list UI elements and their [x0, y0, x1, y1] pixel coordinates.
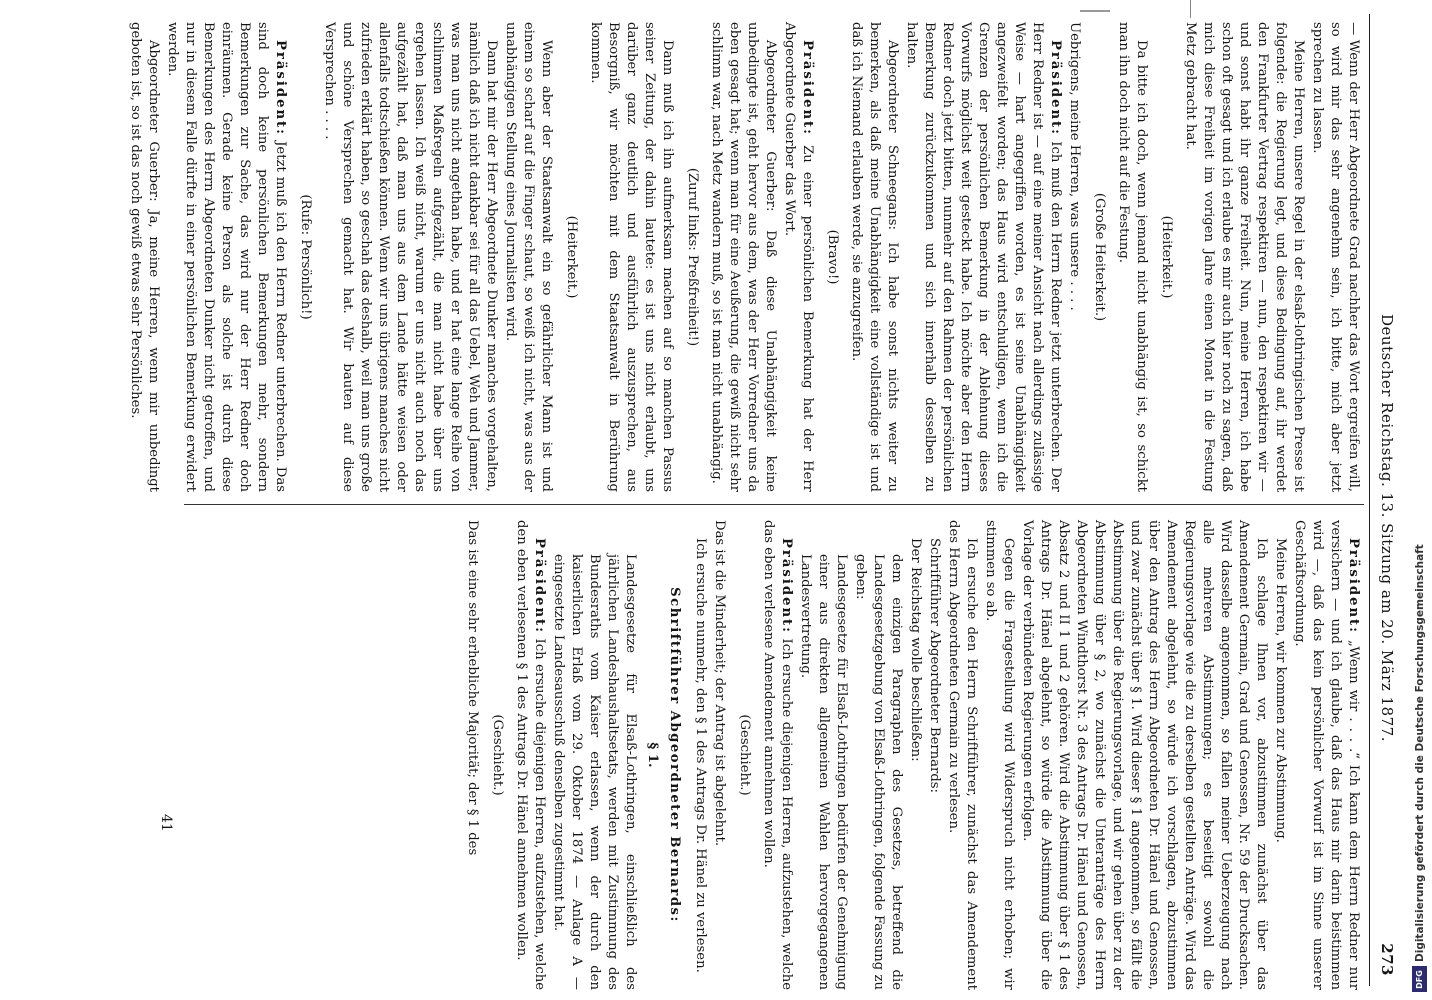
speech-paragraph: — Wenn der Herr Abgeordnete Grad nachher das Wort ergreifen will, so wird mir das sehr angenehm sein, ich bitte, mich aber jetzt sprechen zu lassen. [1310, 22, 1361, 492]
speaker-label: Präsident: [273, 40, 288, 137]
paragraph-text: „Wenn wir . . . .“ Ich kann dem Herrn Redner nur versichern — und ich glaube, daß das Haus mir darin beistimmen wird —, daß das kein persönlicher Vorwurf ist im Sinne unserer Geschäftsordnung. [1292, 520, 1361, 990]
credit-text: Digitalisierung gefördert durch die Deutsche Forschungsgemeinschaft [1414, 544, 1426, 962]
speech-paragraph: Uebrigens, meine Herren, was unsere . . . . [1067, 22, 1082, 311]
speech-paragraph [780, 22, 816, 492]
speech-paragraph: dem einzigen Paragraphen des Gesetzes, betreffend die Landesgesetzgebung von Elsaß-Lothringen, folgende Fassung zu geben: [853, 554, 904, 990]
speech-paragraph [902, 22, 1064, 492]
stage-direction: (Große Heiterkeit.) [1092, 192, 1107, 322]
speech-paragraph: Abgeordneter Guerber: Ja, meine Herren, wenn mir unbedingt geboten ist, so ist das noch gewiß etwas sehr Persönliches. [128, 22, 161, 492]
running-title: Deutscher Reichstag. 13. Sitzung am 20. März 1877. [1378, 314, 1396, 742]
speech-paragraph [163, 22, 289, 492]
speech-paragraph: Wenn aber der Staatsanwalt ein so gefährlicher Mann ist und einem so scharf auf die Finger schaut, so weiß ich nicht, was aus der unabhängigen Stellung eines Journalisten wird. [503, 22, 554, 492]
speech-paragraph: Ich ersuche nunmehr, den § 1 des Antrags Dr. Hänel zu verlesen. [693, 538, 708, 973]
stage-direction: (Rufe: Persönlich!) [298, 194, 313, 320]
page-number: 273 [1378, 943, 1396, 976]
speech-paragraph [759, 520, 795, 990]
stage-direction: (Geschieht.) [737, 714, 752, 796]
scan-mark [1080, 10, 1110, 12]
speech-paragraph: Ich schlage Ihnen vor, abzustimmen zunächst über das Amendement Germain, Grad und Genossen, Nr. 59 der Drucksachen. Wird dasselbe angenommen, so fallen meiner Ueberzeugung nach alle mehreren Abstimmungen; es beseitigt sowohl die Regierungsvorlage wie die zu derselben gestellten Anträge. Wird das Amendement abgelehnt, so würde ich vorschlagen, abzustimmen über den Antrag des Herrn Abgeordneten Dr. Hänel und Genossen, und zwar zunächst über § 1. Wird dieser § 1 angenommen, so fällt die Abstimmung über die Regierungsvorlage, und wir gehen über zu der Abstimmung über § 2, wo zunächst die Unteranträge des Herrn Abgeordneten Windthorst Nr. 3 des Antrags Dr. Hänel und Genossen, Absatz 2 und II 1 und 2 gehören. Wird die Abstimmung über § 1 des Antrags Dr. Hänel abgelehnt, so würde die Abstimmung über die Vorlage der verbündeten Regierungen erfolgen. [1020, 520, 1269, 990]
stage-direction: (Heiterkeit.) [564, 215, 579, 299]
paragraph-text: Ich ersuche diejenigen Herren, aufzustehen, welche den eben verlesenen § 1 des Antrags Dr. Hänel annehmen wollen. [514, 520, 547, 990]
signature-mark: 41 [158, 814, 174, 832]
paragraph-text: Jetzt muß ich den Herrn Redner unterbrechen. Das sind doch keine persönlichen Bemerkungen mehr, sondern Bemerkungen zur Sache, das wird nur der Herr Redner doch einräumen. Gerade keine Person als solche ist durch diese Bemerkungen des Herrn Abgeordneten Dunker nicht getroffen, und nur in diesem Falle dürfte in einer persönlichen Bemerkung erwidert werden. [165, 22, 288, 492]
speaker-label: Präsident: [1048, 40, 1063, 137]
speech-paragraph: Ich ersuche den Herrn Schriftführer, zunächst das Amendement des Herrn Abgeordneten Germain zu verlesen. [946, 520, 979, 990]
stage-direction: (Heiterkeit.) [1159, 215, 1174, 299]
paragraph-text: Ich muß den Herrn Redner jetzt unterbrechen. Der Herr Redner ist — auf eine meiner Ansicht nach allerdings zulässige Weise — hart angegriffen worden, es ist seine Unabhängigkeit angezweifelt worden; das Haus wird entschuldigen, wenn ich die Grenzen der persönlichen Bemerkung in der Ablehnung dieses Vorwurfs möglichst weit gesteckt habe. Ich möchte aber den Herrn Redner doch jetzt bitten, nunmehr auf den Rahmen der persönlichen Bemerkung zurückzukommen und sich innerhalb desselben zu halten. [904, 22, 1063, 492]
right-column [462, 520, 1362, 990]
paragraph-text: Zu einer persönlichen Bemerkung hat der Herr Abgeordnete Guerber das Wort. [782, 22, 815, 492]
speaker-label: Präsident: [800, 40, 815, 137]
speech-paragraph: Meine Herren, wir kommen zur Abstimmung. [1273, 538, 1288, 843]
column-divider [184, 504, 1364, 505]
rotated-page [100, 14, 1400, 990]
speaker-label: Präsident: [1346, 538, 1361, 635]
speech-paragraph: Schriftführer Abgeordneter Bernards: [927, 538, 942, 793]
header-rule [1369, 14, 1370, 986]
page-header [1370, 14, 1400, 986]
speech-paragraph: Dann hat mir der Herr Abgeordnete Dunker manches vorgehalten, nämlich daß ich nicht dankbar sei für all das Uebel, Weh und Jammer, was man uns nicht angethan habe, und er hat eine lange Reihe von schlimmen Maßregeln aufgezählt, die man nicht habe über uns ergehen lassen. Ich weiß nicht, warum er uns nicht auch noch das aufgezählt hat, daß man uns aus dem Lande hätte weisen oder allenfalls todtschießen können. Wenn wir uns übrigens manches nicht zufrieden erklärt haben, so geschah das deshalb, weil man uns große und schöne Versprechen gemacht hat. Wir bauten auf diese Versprechen . . . . [322, 22, 499, 492]
speech-paragraph: Der Reichstag wolle beschließen: [908, 538, 923, 762]
speech-paragraph: Da bitte ich doch, wenn jemand nicht unabhängig ist, so schickt man ihn doch nicht auf die Festung. [1116, 22, 1149, 492]
left-column [125, 22, 1362, 492]
speaker-label: Präsident: [532, 538, 547, 635]
section-number: § 1. [645, 742, 660, 768]
speech-paragraph: Das ist eine sehr erhebliche Majorität; der § 1 des [465, 520, 480, 856]
speech-paragraph: Landesgesetze für Elsaß-Lothringen, einschließlich des jährlichen Landeshaushaltsetats, werden mit Zustimmung des Bundesraths vom Kaiser erlassen, wenn der durch den kaiserlichen Erlaß vom 29. Oktober 1874 — Anlage A — eingesetzte Landesausschuß denselben zugestimmt hat. [551, 554, 638, 990]
speaker-label: Präsident: [779, 538, 794, 635]
speech-paragraph: Das ist die Minderheit; der Antrag ist abgelehnt. [712, 520, 727, 847]
stage-direction: (Bravo!) [825, 229, 840, 285]
stage-direction: (Geschieht.) [490, 714, 505, 796]
speech-paragraph [1290, 520, 1362, 990]
speech-paragraph [512, 520, 548, 990]
speech-paragraph: Gegen die Fragestellung wird Widerspruch nicht erhoben; wir stimmen so ab. [983, 520, 1016, 990]
speech-paragraph: Landesgesetze für Elsaß-Lothringen bedürfen der Genehmigung einer aus direkten allgemeinen Wahlen hervorgegangenen Landesvertretung. [798, 554, 849, 990]
stage-direction: (Zuruf links: Preßfreiheit!) [685, 167, 700, 347]
dfg-logo [1412, 966, 1427, 992]
dfg-logo-text: DFG [1415, 969, 1425, 989]
speech-paragraph: Abgeordneter Guerber: Daß diese Unabhängigkeit keine unbedingte ist, geht hervor aus dem, was der Herr Vorredner uns da eben gesagt hat; wenn man für eine Aeußerung, die gewiß nicht sehr schlimm war, nach Metz wandern muß, so ist man nicht unabhängig. [709, 22, 778, 492]
speaker-heading: Schriftführer Abgeordneter Bernards: [667, 587, 682, 923]
paragraph-text: Ich ersuche diejenigen Herren, aufzustehen, welche das eben verlesene Amendement annehmen wollen. [761, 520, 794, 990]
speech-paragraph: Abgeordneter Schneegans: Ich habe sonst nichts weiter zu bemerken, als daß meine Unabhängigkeit eine vollständige ist und daß ich Niemand erlauben werde, sie anzugreifen. [849, 22, 900, 492]
speech-paragraph: Dann muß ich ihn aufmerksam machen auf so manchen Passus seiner Zeitung, der dahin lautete: es ist uns nicht erlaubt, uns darüber ganz deutlich und ausführlich auszusprechen, aus Besorgniß, wir möchten mit dem Staatsanwalt in Berührung kommen. [588, 22, 675, 492]
speech-paragraph: Meine Herren, unsere Regel in der elsaß-lothringischen Presse ist folgende: die Regierung legt, und diese Bedingung auf, ihr werdet den Frankfurter Vertrag respektiren — nun, den respektiren wir — und sonst habt ihr ganze Freiheit. Nun, meine Herren, ich habe schon oft gesagt und ich erlaube es mir auch hier noch zu sagen, daß mich diese Freiheit im vorigen Jahre einen Monat in die Festung Metz gebracht hat. [1183, 22, 1306, 492]
